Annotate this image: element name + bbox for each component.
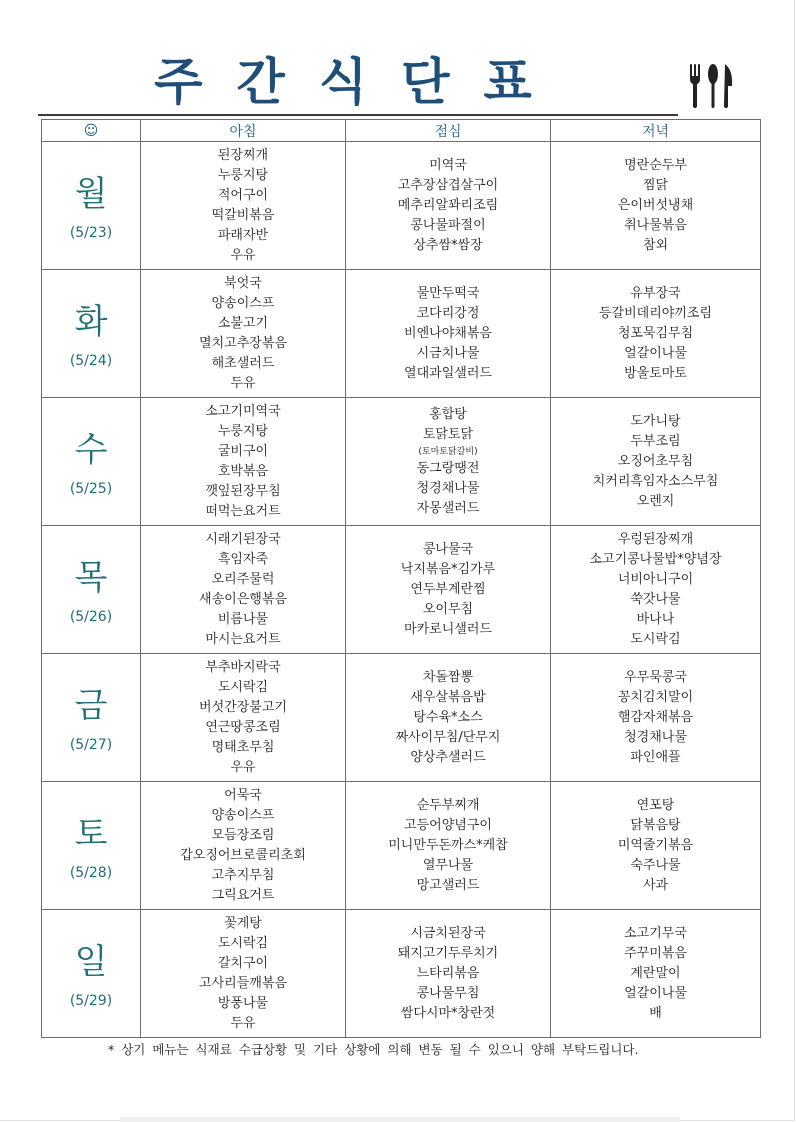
day-cell (42, 270, 141, 398)
list-item: 순두부찌개 (416, 797, 480, 813)
list-item: 누룽지탕 (217, 167, 269, 183)
lunch-cell (346, 654, 551, 782)
day-cell (42, 910, 141, 1038)
list-item: 명란순두부 (624, 157, 687, 173)
lunch-cell (346, 270, 551, 398)
list-item: 버섯간장불고기 (199, 699, 287, 715)
list-item: 떠먹는요거트 (205, 503, 281, 519)
list-item: 닭볶음탕 (630, 817, 681, 833)
table-row (42, 142, 761, 270)
dinner-cell (551, 142, 761, 270)
list-item: 꽃게탕 (224, 915, 262, 931)
list-item: 된장찌개 (217, 147, 269, 163)
list-item: 방풍나물 (217, 995, 269, 1011)
list-item: 낙지볶음*김가루 (400, 561, 496, 577)
dinner-list (551, 284, 760, 384)
list-item: 콩나물파절이 (410, 217, 486, 233)
list-item: 양상추샐러드 (410, 749, 486, 765)
day-label: 일 (74, 941, 108, 982)
lunch-cell (346, 142, 551, 270)
list-item: 도시락김 (630, 631, 681, 647)
list-item: 연두부계란찜 (410, 581, 486, 597)
list-item: 햄감자채볶음 (617, 709, 694, 725)
list-item: 미니만두돈까스*케찹 (388, 837, 508, 853)
day-label: 화 (74, 301, 108, 342)
list-item: 오징어초무침 (617, 453, 694, 469)
list-item: 미역줄기볶음 (617, 837, 694, 853)
list-item: 소불고기 (217, 315, 269, 331)
table-row (42, 270, 761, 398)
list-item: 탕수육*소스 (413, 709, 483, 725)
dinner-list (551, 412, 760, 512)
table-row (42, 910, 761, 1038)
list-item: 두부조림 (630, 433, 681, 449)
list-item: 고등어양념구이 (404, 817, 492, 833)
list-item: 너비아니구이 (617, 571, 694, 587)
list-item: 어묵국 (224, 787, 262, 803)
day-date: (5/24) (69, 352, 113, 369)
list-item: 열대과일샐러드 (404, 365, 492, 381)
day-label: 토 (74, 813, 108, 854)
list-item: 쌈다시마*창란젓 (400, 1005, 496, 1021)
list-item: 누룽지탕 (217, 423, 269, 439)
dinner-list (551, 796, 760, 896)
lunch-cell (346, 398, 551, 526)
list-item: 얼갈이나물 (624, 345, 687, 361)
lunch-list (346, 284, 550, 384)
dinner-list (551, 530, 760, 650)
list-item: 꽁치김치말이 (617, 689, 694, 705)
table-header-row (42, 120, 761, 142)
day-date: (5/28) (69, 864, 113, 881)
weekly-menu-table (41, 119, 761, 1038)
list-item: 흑임자죽 (217, 551, 269, 567)
lunch-cell (346, 782, 551, 910)
table-row (42, 526, 761, 654)
lunch-list (346, 924, 550, 1024)
list-item: 깻잎된장무침 (205, 483, 281, 499)
list-item: 청포묵김무침 (617, 325, 694, 341)
lunch-list (346, 668, 550, 768)
list-item: 해초샐러드 (211, 355, 275, 371)
list-item: 참외 (642, 237, 669, 253)
list-item: 우무묵콩국 (624, 669, 687, 685)
table-row (42, 782, 761, 910)
list-item: 느타리볶음 (416, 965, 480, 981)
list-item: 우유 (230, 759, 256, 775)
day-label: 목 (74, 557, 108, 598)
smiley-icon: ☺ (42, 120, 141, 142)
list-item: 우렁된장찌개 (617, 531, 694, 547)
day-date: (5/26) (69, 608, 113, 625)
list-item: 주꾸미볶음 (624, 945, 687, 961)
list-item: 두유 (230, 375, 256, 391)
list-item: 바나나 (636, 611, 675, 627)
list-item: 양송이스프 (211, 807, 275, 823)
list-item: 떡갈비볶음 (211, 207, 275, 223)
list-item: 차돌짬뽕 (422, 669, 474, 685)
day-label: 수 (74, 429, 108, 470)
day-date: (5/27) (69, 736, 113, 753)
list-item: 토닭토닭 (422, 426, 474, 442)
list-item: 오리주물럭 (211, 571, 275, 587)
dinner-cell (551, 910, 761, 1038)
list-item: 코다리강정 (416, 305, 480, 321)
list-item: 고추지무침 (211, 867, 275, 883)
list-item: 멸치고추장볶음 (199, 335, 287, 351)
list-item: 파래자반 (217, 227, 269, 243)
day-label: 금 (74, 685, 108, 726)
list-item: 방울토마토 (624, 365, 687, 381)
lunch-list (346, 405, 550, 519)
header-breakfast: 아침 (141, 120, 346, 142)
list-item: 그릭요거트 (211, 887, 275, 903)
list-item: 쑥갓나물 (630, 591, 681, 607)
list-item: 청경채나물 (416, 480, 480, 496)
list-item: 호박볶음 (217, 463, 269, 479)
breakfast-list (141, 658, 345, 778)
list-item: 오이무침 (422, 601, 474, 617)
list-item: 갑오징어브로콜리초회 (180, 847, 306, 863)
breakfast-list (141, 530, 345, 650)
dinner-cell (551, 782, 761, 910)
day-cell (42, 526, 141, 654)
list-item: 홍합탕 (429, 406, 467, 422)
list-item: 새우살볶음밥 (410, 689, 486, 705)
lunch-list (346, 156, 550, 256)
list-item: 소고기무국 (624, 925, 687, 941)
list-item: 부추바지락국 (205, 659, 281, 675)
list-item: 적어구이 (217, 187, 269, 203)
list-item: 열무나물 (422, 857, 474, 873)
list-item: 소고기미역국 (205, 403, 281, 419)
list-item: 콩나물국 (422, 541, 474, 557)
list-item: 얼갈이나물 (624, 985, 687, 1001)
list-item: 숙주나물 (630, 857, 681, 873)
list-item: 명태초무침 (211, 739, 275, 755)
breakfast-list (141, 146, 345, 266)
day-label: 월 (74, 173, 108, 214)
day-cell (42, 142, 141, 270)
list-item: 모듬장조림 (211, 827, 275, 843)
list-item: 등갈비데리야끼조림 (598, 305, 713, 321)
lunch-cell (346, 526, 551, 654)
list-item: 배 (649, 1005, 662, 1021)
header-lunch: 점심 (346, 120, 551, 142)
title-underline (38, 114, 678, 116)
breakfast-list (141, 786, 345, 906)
table-row (42, 654, 761, 782)
list-item: 취나물볶음 (624, 217, 687, 233)
list-item: 시금치나물 (416, 345, 480, 361)
list-item: 새송이은행볶음 (199, 591, 287, 607)
list-item: 시금치된장국 (410, 925, 486, 941)
list-item: 청경채나물 (624, 729, 687, 745)
list-item: 갈치구이 (217, 955, 269, 971)
list-item: 비름나물 (217, 611, 269, 627)
dinner-cell (551, 270, 761, 398)
list-item: 도시락김 (217, 935, 269, 951)
day-cell (42, 654, 141, 782)
breakfast-list (141, 914, 345, 1034)
list-item: 미역국 (429, 157, 467, 173)
list-item: 마시는요거트 (205, 631, 281, 647)
list-item: 고추장삼겹살구이 (397, 177, 499, 193)
breakfast-cell (141, 910, 346, 1038)
dinner-cell (551, 654, 761, 782)
lunch-list (346, 540, 550, 640)
lunch-list (346, 796, 550, 896)
list-item: 연근땅콩조림 (205, 719, 281, 735)
list-item: 소고기콩나물밥*양념장 (589, 551, 722, 567)
breakfast-cell (141, 142, 346, 270)
list-item: 유부장국 (630, 285, 681, 301)
list-item: 은이버섯냉채 (617, 197, 694, 213)
list-item: 비엔나야채볶음 (404, 325, 492, 341)
list-item: 굴비구이 (217, 443, 269, 459)
dinner-cell (551, 526, 761, 654)
list-item: 메추리알꽈리조림 (397, 197, 499, 213)
breakfast-cell (141, 782, 346, 910)
list-item: 짜사이무침/단무지 (395, 729, 501, 745)
breakfast-list (141, 402, 345, 522)
list-item: 연포탕 (636, 797, 675, 813)
header-dinner: 저녁 (551, 120, 761, 142)
list-item: 상추쌈*쌈장 (413, 237, 483, 253)
breakfast-cell (141, 398, 346, 526)
breakfast-cell (141, 526, 346, 654)
list-item: 물만두떡국 (416, 285, 480, 301)
list-item: 사과 (642, 877, 669, 893)
list-item: 오렌지 (636, 493, 675, 509)
list-item: 계란말이 (630, 965, 681, 981)
list-item: 시래기된장국 (205, 531, 281, 547)
list-item: 콩나물무침 (416, 985, 480, 1001)
list-item: 두유 (230, 1015, 256, 1031)
dinner-cell (551, 398, 761, 526)
breakfast-list (141, 274, 345, 394)
table-row (42, 398, 761, 526)
day-date: (5/29) (69, 992, 113, 1009)
list-item: 우유 (230, 247, 256, 263)
list-item: 찜닭 (642, 177, 669, 193)
list-item: 망고샐러드 (416, 877, 480, 893)
list-item: (토마토닭갈비) (418, 446, 478, 457)
lunch-cell (346, 910, 551, 1038)
menu-body (42, 142, 761, 1038)
page-shadow (120, 1117, 680, 1122)
dinner-list (551, 668, 760, 768)
list-item: 치커리흑임자소스무침 (592, 473, 719, 489)
breakfast-cell (141, 270, 346, 398)
day-cell (42, 398, 141, 526)
breakfast-cell (141, 654, 346, 782)
list-item: 양송이스프 (211, 295, 275, 311)
day-date: (5/23) (69, 224, 113, 241)
list-item: 마카로니샐러드 (404, 621, 492, 637)
list-item: 북엇국 (224, 275, 262, 291)
footnote: * 상기 메뉴는 식재료 수급상황 및 기타 상황에 의해 변동 될 수 있으니 양해 부탁드립니다. (108, 1042, 639, 1057)
list-item: 동그랑땡전 (416, 460, 480, 476)
dinner-list (551, 156, 760, 256)
day-date: (5/25) (69, 480, 113, 497)
list-item: 자몽샐러드 (416, 500, 480, 516)
list-item: 파인애플 (630, 749, 681, 765)
day-cell (42, 782, 141, 910)
list-item: 고사리들깨볶음 (199, 975, 287, 991)
list-item: 도가니탕 (630, 413, 681, 429)
dinner-list (551, 924, 760, 1024)
page-title: 주간식단표 (154, 53, 566, 111)
list-item: 도시락김 (217, 679, 269, 695)
list-item: 돼지고기두루치기 (397, 945, 499, 961)
fork-knife-spoon-icon (688, 60, 738, 110)
